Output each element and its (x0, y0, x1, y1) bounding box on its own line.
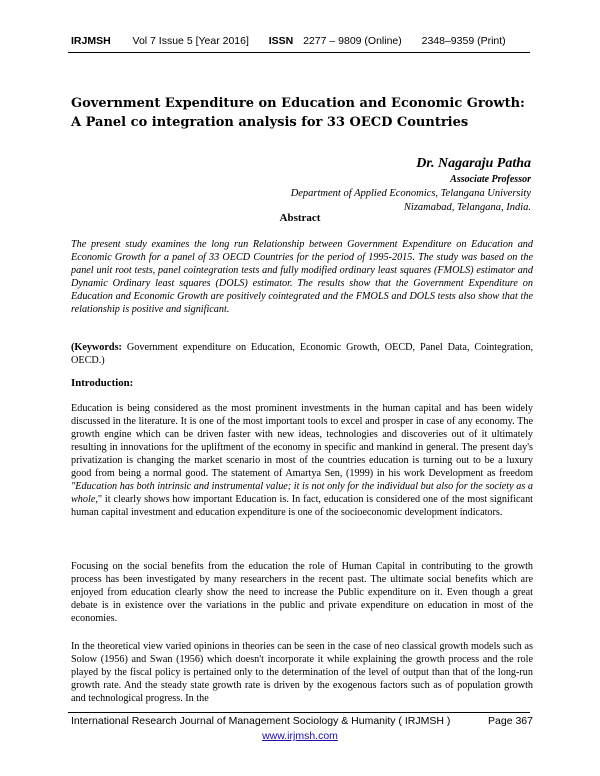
paragraph-1-text-b: " it clearly shows how important Education is. In fact, education is considered one of the most significant human capital investment and education expenditure is one of the socioeconomic development indicators. (71, 494, 533, 518)
author-block (291, 155, 531, 215)
footer-divider (68, 712, 530, 713)
issn-label: ISSN (268, 35, 294, 47)
keywords (71, 341, 533, 367)
author-name: Dr. Nagaraju Patha (416, 156, 531, 171)
introduction-paragraph-3: In the theoretical view varied opinions in theories can be seen in the case of neo classical growth models such as Solow (1956) and Swan (1956) which doesn't incorporate it while explaining the growth process and the role played by the fiscal policy is pertained only to the determination of the level of output than that of the long-run growth rate. And the steady state growth rate is driven by the exogenous factors such as of population growth and technological progress. In the (71, 641, 533, 704)
abstract-heading: Abstract (279, 212, 321, 224)
header-divider (68, 52, 530, 53)
footer-journal-name: International Research Journal of Management Sociology & Humanity ( IRJMSH ) (71, 715, 451, 727)
introduction-paragraph-1 (71, 402, 533, 519)
journal-abbrev: IRJMSH (71, 35, 111, 47)
paragraph-1-text-a: Education is being considered as the most prominent investments in the human capital and has been widely discussed in the literature. It is one of the most important tools to excel and prosper in case of any economy. The growth engine which can be driven faster with new ideas, technologies and discoveries out of it ultimately resulting in innovations for the upliftment of the economy in specific and mankind in general. The present day's privatization is changing the market scenario in most of the countries education is turning out to be a luxury good from being a normal good. The statement of Amartya Sen, (1999) in his work Development as freedom (71, 403, 533, 479)
sen-quote: "Education has both intrinsic and instrumental value; it is not only for the individual but also for the society as a whole, (71, 481, 533, 505)
author-location: Nizamabad, Telangana, India. (403, 202, 531, 213)
abstract-text: The present study examines the long run Relationship between Government Expenditure on Education and Economic Growth for a panel of 33 OECD Countries for the period of 1995-2015. The study was based on the panel unit root tests, panel cointegration tests and fully modified ordinary least squares (FMOLS) estimator and Dynamic Ordinary least squares (DOLS) estimator. The results show that the Government Expenditure on Education and Economic Growth are positively cointegrated and the FMOLS and DOLS tests also show that the relationship is positive and significant. (71, 239, 533, 315)
page-number: Page 367 (488, 715, 533, 727)
keywords-label: (Keywords: (71, 342, 122, 353)
author-role: Associate Professor (450, 174, 531, 185)
volume-issue: Vol 7 Issue 5 [Year 2016] (132, 35, 249, 47)
issn-print: 2348–9359 (Print) (421, 35, 506, 47)
running-header (71, 35, 531, 47)
introduction-paragraph-2: Focusing on the social benefits from the education the role of Human Capital in contributing to the growth process has been investigated by many researchers in the recent past. The ultimate social benefits which are enjoyed from education clearly show the need to increase the Public expenditure on it. Even though a great debate is in existence over the variations in the public and private expenditure on education in most of the economies. (71, 561, 533, 624)
author-department: Department of Applied Economics, Telangana University (290, 188, 531, 199)
running-footer (71, 715, 533, 727)
introduction-heading: Introduction: (71, 377, 134, 389)
keywords-list: Government expenditure on Education, Economic Growth, OECD, Panel Data, Cointegration, OECD.) (71, 342, 533, 366)
website-link[interactable]: www.irjmsh.com (262, 730, 338, 742)
paper-title: Government Expenditure on Education and Economic Growth: A Panel co integration analysis for 33 OECD Countries (71, 96, 525, 130)
issn-online: 2277 – 9809 (Online) (303, 35, 402, 47)
footer-website (0, 730, 600, 742)
